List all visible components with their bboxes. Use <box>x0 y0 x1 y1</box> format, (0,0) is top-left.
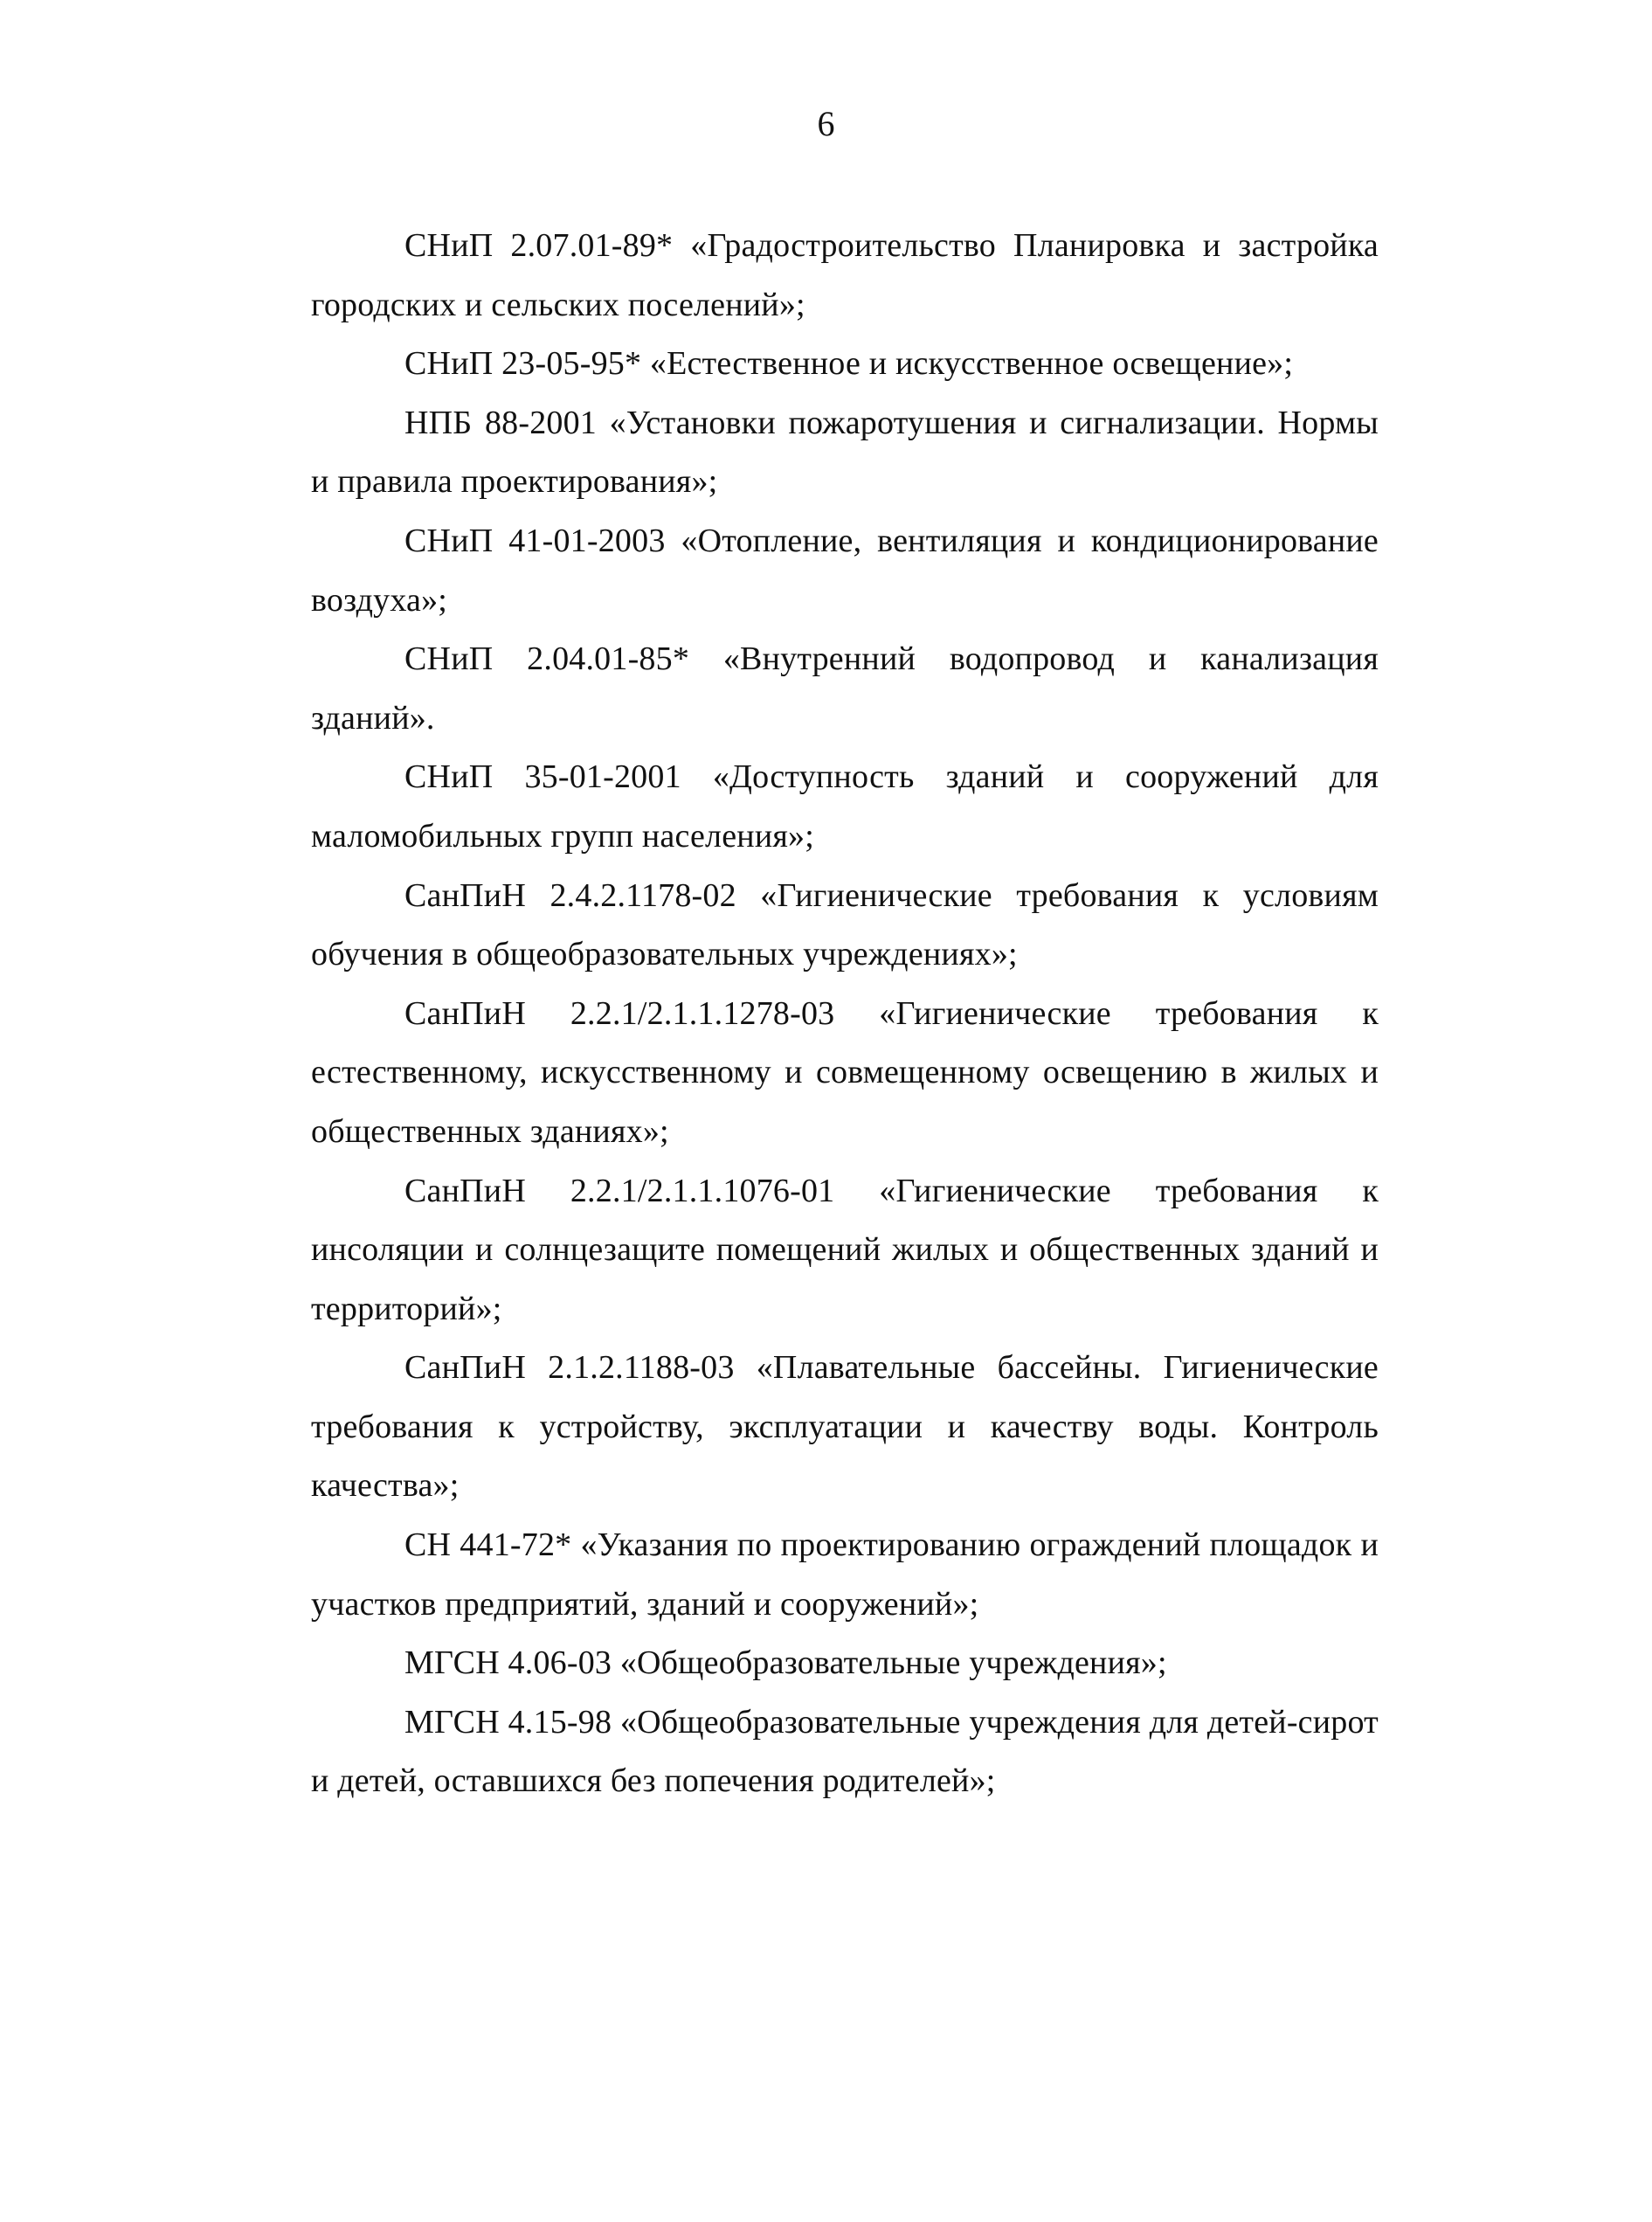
list-item: СНиП 2.07.01-89* «Градостроительство Планировка и застройка городских и сельских поселений»; <box>311 227 1379 323</box>
list-item: МГСН 4.15-98 «Общеобразовательные учреждения для детей-сирот и детей, оставшихся без попечения родителей»; <box>311 1703 1379 1800</box>
list-item: СН 441-72* «Указания по проектированию ограждений площадок и участков предприятий, зданий и сооружений»; <box>311 1526 1379 1623</box>
list-item: СНиП 35-01-2001 «Доступность зданий и сооружений для маломобильных групп населения»; <box>311 758 1379 855</box>
list-item: СанПиН 2.4.2.1178-02 «Гигиенические требования к условиям обучения в общеобразовательных учреждениях»; <box>311 876 1379 973</box>
list-item: СНиП 41-01-2003 «Отопление, вентиляция и кондиционирование воздуха»; <box>311 522 1379 619</box>
list-item: СанПиН 2.1.2.1188-03 «Плавательные бассейны. Гигиенические требования к устройству, эксплуатации и качеству воды. Контроль качества»; <box>311 1349 1379 1505</box>
list-item: СНиП 23-05-95* «Естественное и искусственное освещение»; <box>404 345 1294 383</box>
normative-documents-list <box>311 217 1379 1811</box>
list-item: МГСН 4.06-03 «Общеобразовательные учреждения»; <box>404 1644 1167 1682</box>
list-item: СанПиН 2.2.1/2.1.1.1278-03 «Гигиенические требования к естественному, искусственному и совмещенному освещению в жилых и общественных зданиях»; <box>311 994 1379 1150</box>
list-item: СНиП 2.04.01-85* «Внутренний водопровод и канализация зданий». <box>311 640 1379 737</box>
page-number: 6 <box>817 104 835 143</box>
list-item: СанПиН 2.2.1/2.1.1.1076-01 «Гигиенические требования к инсоляции и солнцезащите помещений жилых и общественных зданий и территорий»; <box>311 1172 1379 1327</box>
list-item: НПБ 88-2001 «Установки пожаротушения и сигнализации. Нормы и правила проектирования»; <box>311 404 1379 501</box>
